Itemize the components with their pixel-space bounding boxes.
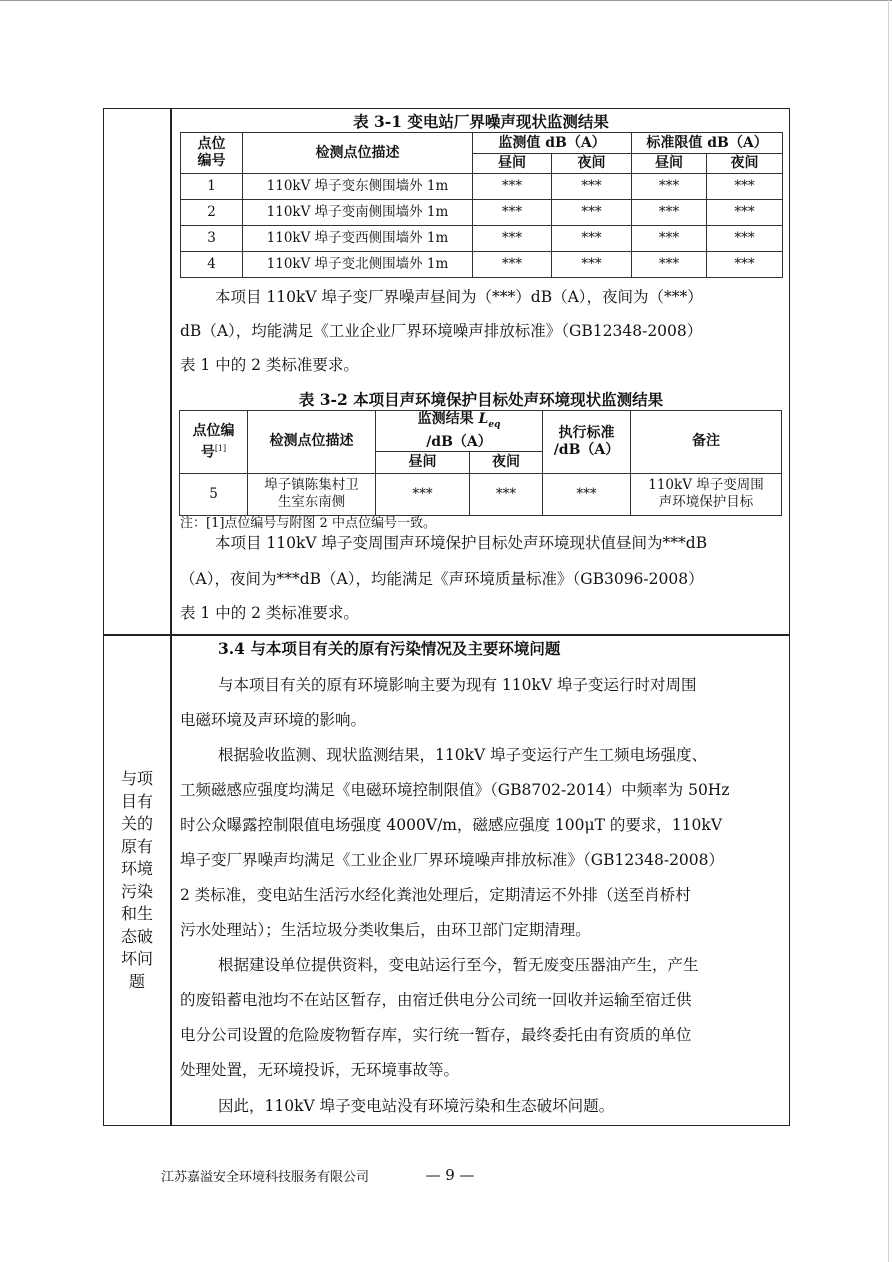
- table2-header-result: 监测结果 $L_{eq}$ /dB（A）: [376, 411, 543, 452]
- section-p2-line2: 工频磁感应强度均满足《电磁环境控制限值》（GB8702-2014）中频率为 50Hz: [180, 781, 730, 799]
- row-desc: 埠子镇陈集村卫 生室东南侧: [248, 473, 376, 515]
- column-divider: [170, 108, 172, 1126]
- para2-line1: 本项目 110kV 埠子变周围声环境保护目标处声环境现状值昼间为***dB: [215, 534, 708, 552]
- row-measured-night: ***: [552, 200, 632, 226]
- page-number: — 9 —: [425, 1166, 475, 1184]
- row-measured-day: ***: [473, 174, 552, 200]
- row-limit-night: ***: [707, 174, 783, 200]
- row-limit-day: ***: [632, 252, 707, 278]
- row-measured-night: ***: [552, 252, 632, 278]
- para1-line3: 表 1 中的 2 类标准要求。: [180, 356, 359, 374]
- row-remark: 110kV 埠子变周围 声环境保护目标: [631, 473, 782, 515]
- row-desc: 110kV 埠子变东侧围墙外 1m: [243, 174, 473, 200]
- table2-header-desc: 检测点位描述: [248, 411, 376, 474]
- row-id: 4: [181, 252, 243, 278]
- table1-title: 表 3-1 变电站厂界噪声现状监测结果: [353, 112, 609, 131]
- section-p2-line3: 时公众曝露控制限值电场强度 4000V/m，磁感应强度 100μT 的要求，110kV: [180, 816, 723, 834]
- table2-header-night: 夜间: [470, 451, 543, 473]
- row-night: ***: [470, 473, 543, 515]
- table2-header-standard: 执行标准 /dB（A）: [543, 411, 631, 474]
- row-limit-night: ***: [707, 200, 783, 226]
- para1-line2: dB（A），均能满足《工业企业厂界环境噪声排放标准》（GB12348-2008）: [180, 322, 703, 340]
- table2-title: 表 3-2 本项目声环境保护目标处声环境现状监测结果: [298, 390, 664, 409]
- table1-header-point: 点位 编号: [181, 133, 243, 174]
- row-measured-night: ***: [552, 226, 632, 252]
- section-p1-line1: 与本项目有关的原有环境影响主要为现有 110kV 埠子变运行时对周围: [218, 676, 697, 694]
- table-row: [180, 473, 782, 515]
- section-p3-line4: 处理处置，无环境投诉，无环境事故等。: [180, 1061, 460, 1079]
- section-side-label: 与项 目有 关的 原有 环境 污染 和生 态破 坏问 题: [120, 769, 153, 991]
- table1-header-limit: 标准限值 dB（A）: [632, 133, 783, 154]
- table-row: [181, 252, 783, 278]
- table2: [179, 410, 782, 516]
- table1-header-day: 昼间: [473, 154, 552, 174]
- table1-header-night: 夜间: [552, 154, 632, 174]
- row-measured-day: ***: [473, 226, 552, 252]
- para2-line2: （A），夜间为***dB（A），均能满足《声环境质量标准》（GB3096-2008）: [180, 570, 704, 588]
- table1-header-limit-day: 昼间: [632, 154, 707, 174]
- row-id: 1: [181, 174, 243, 200]
- table-row: [181, 226, 783, 252]
- table1-header-measured: 监测值 dB（A）: [473, 133, 632, 154]
- row-limit-day: ***: [632, 226, 707, 252]
- row-id: 3: [181, 226, 243, 252]
- table-row: [181, 200, 783, 226]
- section-p1-line2: 电磁环境及声环境的影响。: [180, 711, 367, 729]
- table1: [180, 132, 783, 278]
- row-limit-night: ***: [707, 252, 783, 278]
- table1-header-desc: 检测点位描述: [243, 133, 473, 174]
- section-p3-line1: 根据建设单位提供资料，变电站运行至今，暂无废变压器油产生，产生: [218, 956, 699, 974]
- row-limit-day: ***: [632, 174, 707, 200]
- footer-company: 江苏嘉溢安全环境科技服务有限公司: [161, 1170, 370, 1185]
- section-p2-line4: 埠子变厂界噪声均满足《工业企业厂界环境噪声排放标准》（GB12348-2008）: [180, 851, 725, 869]
- section-p4-line1: 因此，110kV 埠子变电站没有环境污染和生态破坏问题。: [218, 1097, 615, 1115]
- row-limit-day: ***: [632, 200, 707, 226]
- row-desc: 110kV 埠子变南侧围墙外 1m: [243, 200, 473, 226]
- top-border-line: [0, 0, 892, 1]
- row-measured-night: ***: [552, 174, 632, 200]
- row-divider: [103, 634, 790, 636]
- section-p2-line6: 污水处理站）；生活垃圾分类收集后，由环卫部门定期清理。: [180, 921, 591, 939]
- section-p3-line3: 电分公司设置的危险废物暂存库，实行统一暂存，最终委托由有资质的单位: [180, 1026, 692, 1044]
- row-day: ***: [376, 473, 470, 515]
- para1-line1: 本项目 110kV 埠子变厂界噪声昼间为（***）dB（A），夜间为（***）: [215, 288, 703, 306]
- table-row: [181, 174, 783, 200]
- table1-header-limit-night: 夜间: [707, 154, 783, 174]
- table2-footnote: 注：[1]点位编号与附图 2 中点位编号一致。: [180, 516, 436, 531]
- table2-header-remark: 备注: [631, 411, 782, 474]
- section-p2-line1: 根据验收监测、现状监测结果，110kV 埠子变运行产生工频电场强度、: [218, 746, 708, 764]
- table2-header-point: 点位编 号[1]: [180, 411, 248, 474]
- para2-line3: 表 1 中的 2 类标准要求。: [180, 604, 359, 622]
- row-id: 5: [180, 473, 248, 515]
- row-desc: 110kV 埠子变西侧围墙外 1m: [243, 226, 473, 252]
- section-p3-line2: 的废铅蓄电池均不在站区暂存，由宿迁供电分公司统一回收并运输至宿迁供: [180, 991, 692, 1009]
- section-title: 3.4 与本项目有关的原有污染情况及主要环境问题: [218, 639, 561, 658]
- row-measured-day: ***: [473, 252, 552, 278]
- row-standard: ***: [543, 473, 631, 515]
- table2-header-day: 昼间: [376, 451, 470, 473]
- right-edge-line: [888, 0, 889, 1262]
- row-limit-night: ***: [707, 226, 783, 252]
- row-measured-day: ***: [473, 200, 552, 226]
- row-desc: 110kV 埠子变北侧围墙外 1m: [243, 252, 473, 278]
- row-id: 2: [181, 200, 243, 226]
- section-p2-line5: 2 类标准，变电站生活污水经化粪池处理后，定期清运不外排（送至肖桥村: [180, 886, 691, 904]
